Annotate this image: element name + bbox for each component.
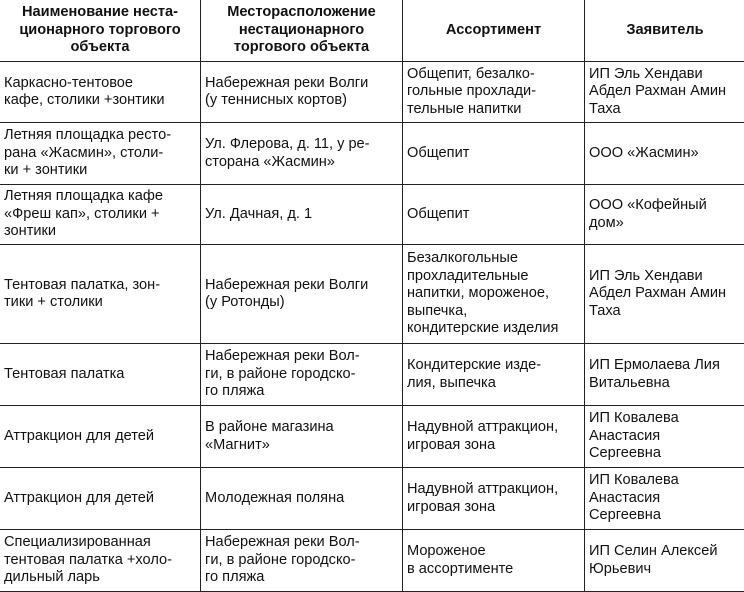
header-object-name: Наименование неста- ционарного торгового объекта (0, 0, 201, 62)
cell-assortment: Кондитерские изде- лия, выпечка (403, 344, 585, 406)
cell-object-name: Тентовая палатка, зон- тики + столики (0, 245, 201, 344)
cell-applicant: ИП Ковалева Анастасия Сергеевна (585, 468, 744, 530)
cell-location: В районе магазина «Магнит» (201, 406, 403, 468)
cell-location: Набережная реки Вол- ги, в районе городско- го пляжа (201, 344, 403, 406)
cell-location: Ул. Дачная, д. 1 (201, 185, 403, 245)
table-row (0, 185, 744, 245)
table-row (0, 123, 744, 185)
cell-applicant: ИП Эль Хендави Абдел Рахман Амин Таха (585, 245, 744, 344)
cell-object-name: Аттракцион для детей (0, 468, 201, 530)
cell-object-name: Специализированная тентовая палатка +холо- дильный ларь (0, 530, 201, 592)
cell-applicant: ИП Ермолаева Лия Витальевна (585, 344, 744, 406)
table-row (0, 406, 744, 468)
header-location: Месторасположение нестационарного торгового объекта (201, 0, 403, 62)
cell-applicant: ИП Селин Алексей Юрьевич (585, 530, 744, 592)
table-row (0, 468, 744, 530)
cell-assortment: Общепит (403, 123, 585, 185)
cell-assortment: Надувной аттракцион, игровая зона (403, 468, 585, 530)
cell-location: Набережная реки Вол- ги, в районе городско- го пляжа (201, 530, 403, 592)
header-assortment: Ассортимент (403, 0, 585, 62)
table-row (0, 245, 744, 344)
cell-location: Набережная реки Волги (у Ротонды) (201, 245, 403, 344)
cell-object-name: Тентовая палатка (0, 344, 201, 406)
cell-assortment: Общепит, безалко- гольные прохлади- тельные напитки (403, 62, 585, 123)
cell-assortment: Мороженое в ассортименте (403, 530, 585, 592)
header-applicant: Заявитель (585, 0, 744, 62)
cell-location: Набережная реки Волги (у теннисных кортов) (201, 62, 403, 123)
table-row (0, 530, 744, 592)
cell-location: Ул. Флерова, д. 11, у ре- сторана «Жасмин» (201, 123, 403, 185)
cell-assortment: Безалкогольные прохладительные напитки, мороженое, выпечка, кондитерские изделия (403, 245, 585, 344)
table-row (0, 62, 744, 123)
cell-assortment: Надувной аттракцион, игровая зона (403, 406, 585, 468)
cell-object-name: Летняя площадка кафе «Фреш кап», столики + зонтики (0, 185, 201, 245)
cell-object-name: Каркасно-тентовое кафе, столики +зонтики (0, 62, 201, 123)
cell-location: Молодежная поляна (201, 468, 403, 530)
cell-assortment: Общепит (403, 185, 585, 245)
table-row (0, 344, 744, 406)
cell-applicant: ИП Ковалева Анастасия Сергеевна (585, 406, 744, 468)
cell-applicant: ООО «Жасмин» (585, 123, 744, 185)
cell-applicant: ООО «Кофейный дом» (585, 185, 744, 245)
cell-applicant: ИП Эль Хендави Абдел Рахман Амин Таха (585, 62, 744, 123)
cell-object-name: Летняя площадка ресто- рана «Жасмин», столи- ки + зонтики (0, 123, 201, 185)
table-header-row (0, 0, 744, 62)
cell-object-name: Аттракцион для детей (0, 406, 201, 468)
